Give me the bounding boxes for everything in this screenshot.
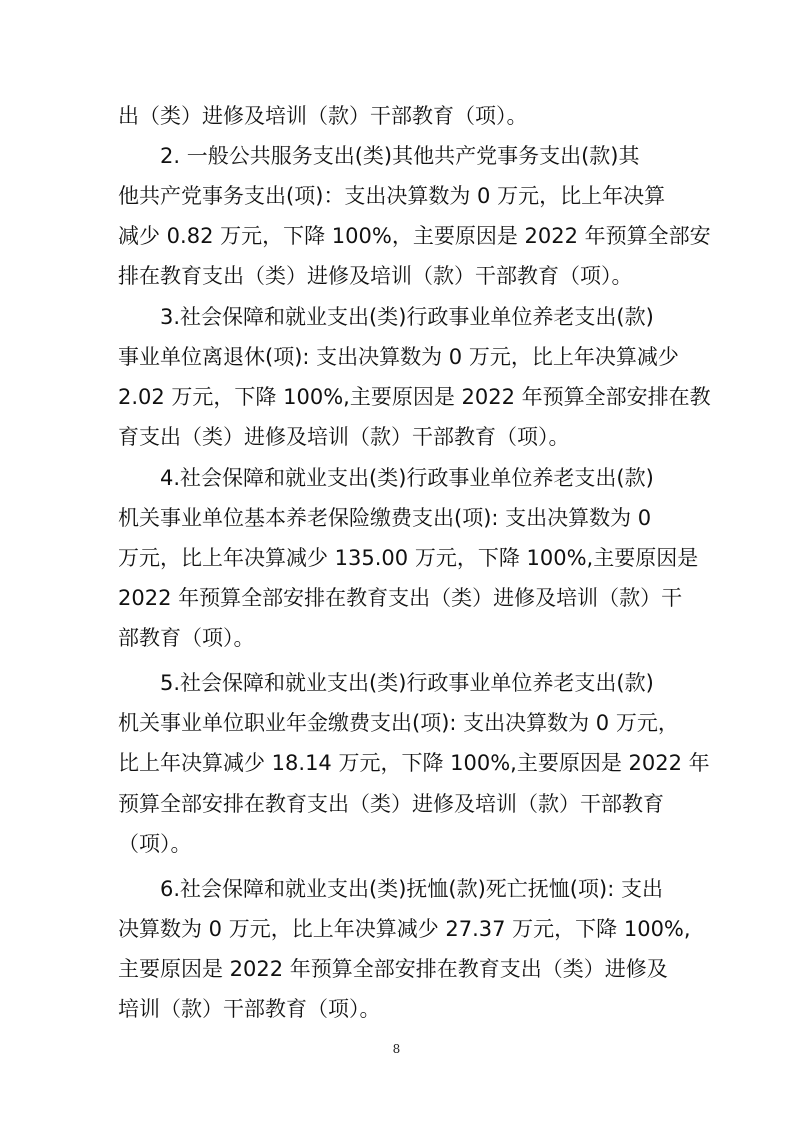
paragraph-5-line-4: 预算全部安排在教育支出（类）进修及培训（款）干部教育 — [118, 792, 664, 816]
paragraph-5-line-2: 机关事业单位职业年金缴费支出(项): 支出决算数为 0 万元， — [118, 711, 679, 735]
paragraph-5-line-5: （项）。 — [118, 832, 192, 856]
paragraph-5-line-1: 5.社会保障和就业支出(类)行政事业单位养老支出(款) — [160, 671, 654, 695]
paragraph-3-line-4: 育支出（类）进修及培训（款）干部教育（项）。 — [118, 425, 570, 449]
paragraph-3-line-2: 事业单位离退休(项): 支出决算数为 0 万元，比上年决算减少 — [118, 345, 679, 369]
paragraph-2-line-2: 他共产党事务支出(项)：支出决算数为 0 万元，比上年决算 — [118, 184, 666, 208]
paragraph-4-line-2: 机关事业单位基本养老保险缴费支出(项): 支出决算数为 0 — [118, 506, 652, 530]
paragraph-4-line-4: 2022 年预算全部安排在教育支出（类）进修及培训（款）干 — [118, 586, 683, 610]
paragraph-1-line-1: 出（类）进修及培训（款）干部教育（项）。 — [118, 104, 528, 128]
paragraph-5-line-3: 比上年决算减少 18.14 万元，下降 100%,主要原因是 2022 年 — [118, 751, 710, 775]
paragraph-4-line-5: 部教育（项）。 — [118, 626, 255, 650]
paragraph-2-line-1: 2. 一般公共服务支出(类)其他共产党事务支出(款)其 — [160, 144, 640, 168]
paragraph-4-line-1: 4.社会保障和就业支出(类)行政事业单位养老支出(款) — [160, 466, 654, 490]
paragraph-6-line-1: 6.社会保障和就业支出(类)抚恤(款)死亡抚恤(项): 支出 — [160, 877, 663, 901]
paragraph-2-line-4: 排在教育支出（类）进修及培训（款）干部教育（项）。 — [118, 264, 633, 288]
paragraph-4-line-3: 万元，比上年决算减少 135.00 万元，下降 100%,主要原因是 — [118, 546, 699, 570]
paragraph-2-line-3: 减少 0.82 万元，下降 100%，主要原因是 2022 年预算全部安 — [118, 224, 711, 248]
paragraph-3-line-3: 2.02 万元，下降 100%,主要原因是 2022 年预算全部安排在教 — [118, 385, 711, 409]
page-number: 8 — [392, 1042, 401, 1056]
paragraph-6-line-4: 培训（款）干部教育（项）。 — [118, 997, 381, 1021]
paragraph-6-line-3: 主要原因是 2022 年预算全部安排在教育支出（类）进修及 — [118, 957, 668, 981]
paragraph-3-line-1: 3.社会保障和就业支出(类)行政事业单位养老支出(款) — [160, 305, 654, 329]
paragraph-6-line-2: 决算数为 0 万元，比上年决算减少 27.37 万元，下降 100%, — [118, 917, 691, 941]
